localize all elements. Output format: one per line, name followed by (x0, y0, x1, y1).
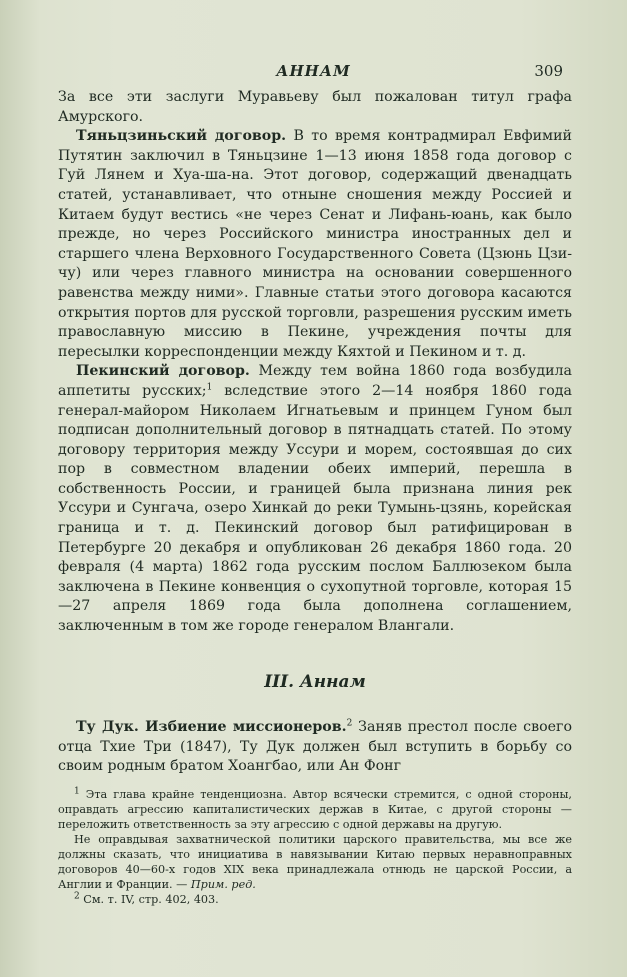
runin-heading-beijing: Пекинский договор. (76, 363, 250, 380)
footnote-1 (58, 787, 572, 832)
running-head (0, 62, 627, 84)
page-body (58, 88, 572, 907)
footnote-text: См. т. IV, стр. 402, 403. (79, 893, 219, 906)
footnote-2 (58, 892, 572, 907)
paragraph-muravyov-title (58, 88, 572, 127)
runin-heading-tu-duc: Ту Дук. Избиение миссионеров. (76, 719, 347, 736)
editor-note-signature: Прим. ред. (190, 878, 256, 891)
paragraph-text: Между тем война 1860 года возбудила аппетиты русских; (58, 363, 573, 399)
running-head-title: АННАМ (276, 62, 351, 80)
paragraph-text: В то время контрадмирал Евфимий Путятин заключил в Тяньцзине 1—13 июня 1858 года договор с Гуй Лянем и Хуа-ша-на. Этот договор, содержащий двенадцать статей, устанавливает, что отныне сношения между Россией и Китаем будут вестись «не через Сенат и Лифань-юань, как было прежде, но через Российского министра иностранных дел и старшего члена Верховного Государственного Совета (Цзюнь Цзи-чу) или через главного министра на основании совершенного равенства между ними». Главные статьи этого договора касаются открытия портов для русской торговли, разрешения русским иметь православную миссию в Пекине, учреждения почты для пересылки корреспонденции между Кяхтой и Пекином и т. д. (58, 128, 573, 360)
runin-heading-tianjin: Тяньцзиньский договор. (76, 128, 287, 145)
paragraph-beijing-treaty (58, 362, 572, 636)
footnote-mark-2: 2 (74, 891, 80, 902)
footnote-text: Эта глава крайне тенденциозна. Автор всячески стремится, с одной стороны, оправдать агрессию капиталистических держав в Китае, с другой стороны — переложить ответственность за эту агрессию с одной державы на другую. (58, 788, 572, 831)
paragraph-text: За все эти заслуги Муравьеву был пожалован титул графа Амурского. (58, 89, 572, 125)
footnote-text: Не оправдывая захватнической политики царского правительства, мы все же должны сказать, что инициатива в навязывании Китаю первых неравноправных договоров 40—60-х годов XIX века принадлежала отнюдь не царской России, а Англии и Франции. — (58, 833, 572, 891)
footnote-ref-1: 1 (206, 382, 213, 393)
paragraph-tianjin-treaty (58, 127, 572, 362)
paragraph-tu-duc (58, 718, 572, 777)
section-heading: III. Аннам (264, 671, 366, 692)
page-number: 309 (534, 62, 563, 80)
paragraph-text: Заняв престол после своего отца Тхие Три (1847), Ту Дук должен был вступить в борьбу со своим родным братом Хоангбао, или Ан Фонг (58, 719, 572, 775)
footnote-mark-1: 1 (74, 786, 80, 797)
paragraph-text: вследствие этого 2—14 ноября 1860 года генерал-майором Николаем Игнатьевым и принцем Гуном был подписан дополнительный договор в пятнадцать статей. По этому договору территория между Уссури и морем, состоявшая до сих пор в совместном владении обеих империй, перешла в собственность России, и границей была признана линия рек Уссури и Сунгача, озеро Хинкай до реки Тумынь-цзянь, корейская граница и т. д. Пекинский договор был ратифицирован в Петербурге 20 декабря и опубликован 26 декабря 1860 года. 20 февраля (4 марта) 1862 года русским послом Баллюзеком была заключена в Пекине конвенция о сухопутной торговле, которая 15—27 апреля 1869 года была дополнена соглашением, заключенным в том же городе генералом Влангали. (58, 382, 572, 635)
footnote-ref-2: 2 (346, 718, 353, 729)
footnotes (58, 787, 572, 907)
footnote-1-continued (58, 832, 572, 892)
